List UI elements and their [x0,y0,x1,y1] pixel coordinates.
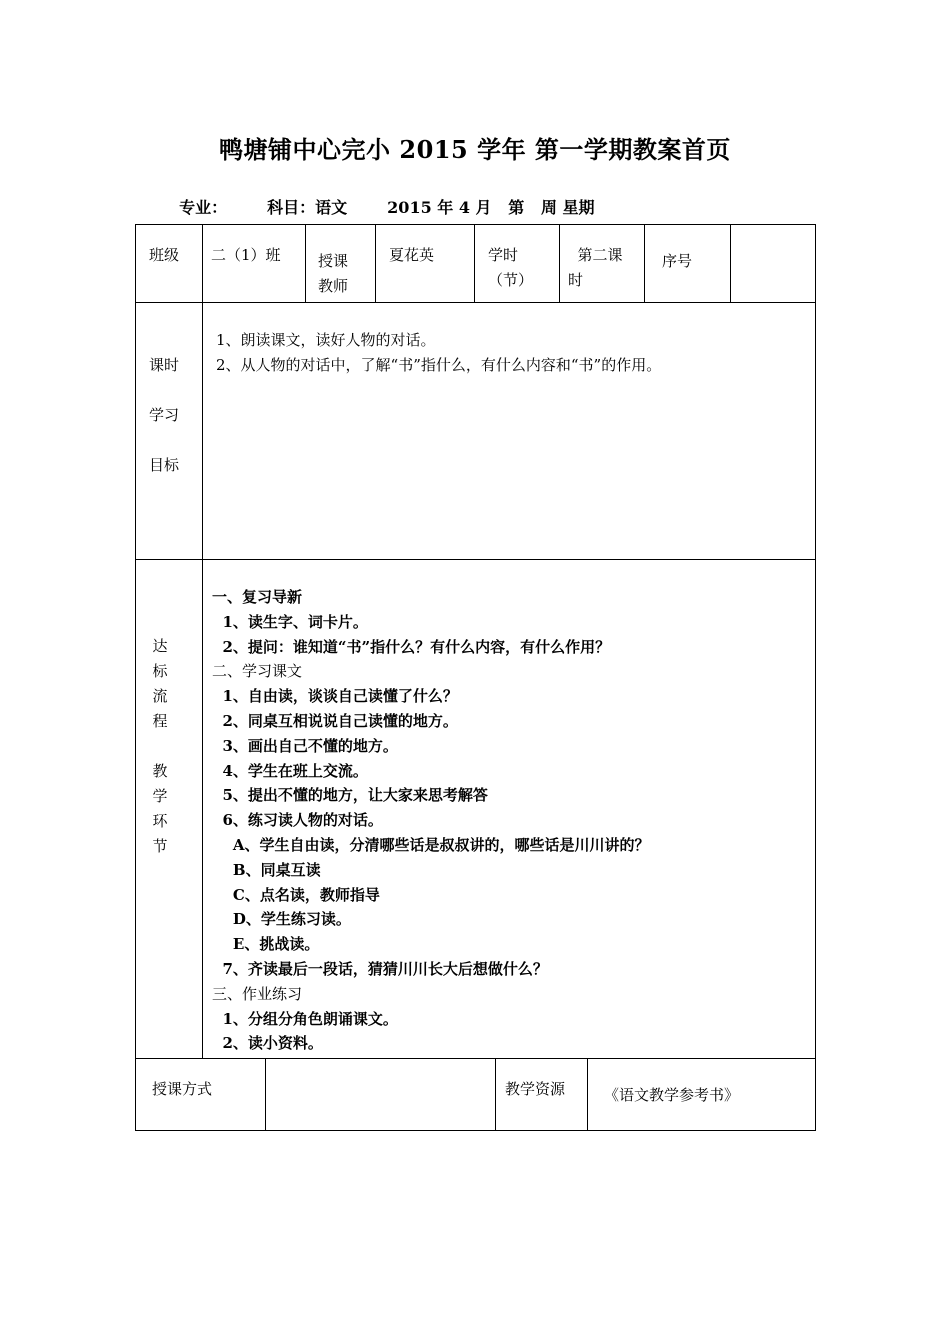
subheader [168,176,595,218]
col-divider [202,224,203,1059]
col-divider [495,1058,496,1131]
process-line: C、点名读，教师指导 [212,885,380,904]
process-line: 一、复习导新 [212,588,303,606]
class-value: 二（1）班 [211,246,281,264]
process-label-char: 教 [152,762,168,780]
teacher-label-2: 教师 [318,277,349,295]
seq-label: 序号 [662,252,693,270]
process-line: 1、自由读，谈谈自己读懂了什么？ [212,687,458,706]
process-line: 5、提出不懂的地方，让大家来思考解答 [212,786,488,805]
process-line: 4、学生在班上交流。 [212,761,368,780]
process-line: 三、作业练习 [212,984,303,1003]
period-label-1: 学时 [488,246,519,264]
process-line: 二、学习课文 [212,662,303,681]
process-label-char: 程 [152,712,168,730]
process-label-char: 节 [152,837,168,855]
method-label: 授课方式 [152,1080,213,1098]
resource-label: 教学资源 [505,1080,566,1098]
major-label: 专业： [179,198,228,217]
process-label-char: 达 [152,637,168,655]
page-title: 鸭塘铺中心完小 2015 学年 第一学期教案首页 [219,135,731,164]
process-line: E、挑战读。 [212,935,320,954]
teacher-label-1: 授课 [318,252,349,270]
process-label-char: 标 [152,662,168,680]
row-divider [135,302,816,303]
col-divider [474,224,475,303]
period-label-2: （节） [488,271,534,289]
process-line: D、学生练习读。 [212,910,351,929]
col-divider [559,224,560,303]
subject-label: 科目：语文 [267,198,348,217]
process-line: 3、画出自己不懂的地方。 [212,736,398,755]
goals-label-1: 课时 [149,356,180,374]
col-divider [265,1058,266,1131]
process-line: 7、齐读最后一段话，猜猜川川长大后想做什么？ [212,960,548,978]
process-line: 6、练习读人物的对话。 [212,811,383,830]
col-divider [587,1058,588,1131]
process-label-char: 环 [152,812,168,830]
col-divider [644,224,645,303]
goal-item: 2、从人物的对话中，了解“书”指什么，有什么内容和“书”的作用。 [216,356,662,374]
process-label-char: 流 [152,687,168,705]
col-divider [730,224,731,303]
goals-label-2: 学习 [149,406,180,424]
row-divider [135,1058,816,1059]
process-label-char: 学 [152,787,168,805]
process-line: 2、同桌互相说说自己读懂的地方。 [212,712,458,730]
class-label: 班级 [149,246,180,264]
goal-item: 1、朗读课文，读好人物的对话。 [216,331,436,349]
process-line: A、学生自由读，分清哪些话是叔叔讲的，哪些话是川川讲的？ [212,836,650,854]
process-line: 2、提问：谁知道“书”指什么？有什么内容，有什么作用？ [212,637,611,656]
teacher-name: 夏花英 [389,246,435,264]
process-line: 2、读小资料。 [212,1034,323,1053]
row-divider [135,559,816,560]
process-line: 1、分组分角色朗诵课文。 [212,1009,398,1028]
period-value-1: 第二课 [568,246,623,264]
col-divider [375,224,376,303]
process-line: B、同桌互读 [212,860,321,879]
resource-value: 《语文教学参考书》 [604,1086,740,1104]
col-divider [305,224,306,303]
date-text: 2015 年 4 月 第 周 星期 [387,198,595,217]
goals-label-3: 目标 [149,456,180,474]
process-line: 1、读生字、词卡片。 [212,612,368,631]
period-value-2: 时 [568,271,584,289]
